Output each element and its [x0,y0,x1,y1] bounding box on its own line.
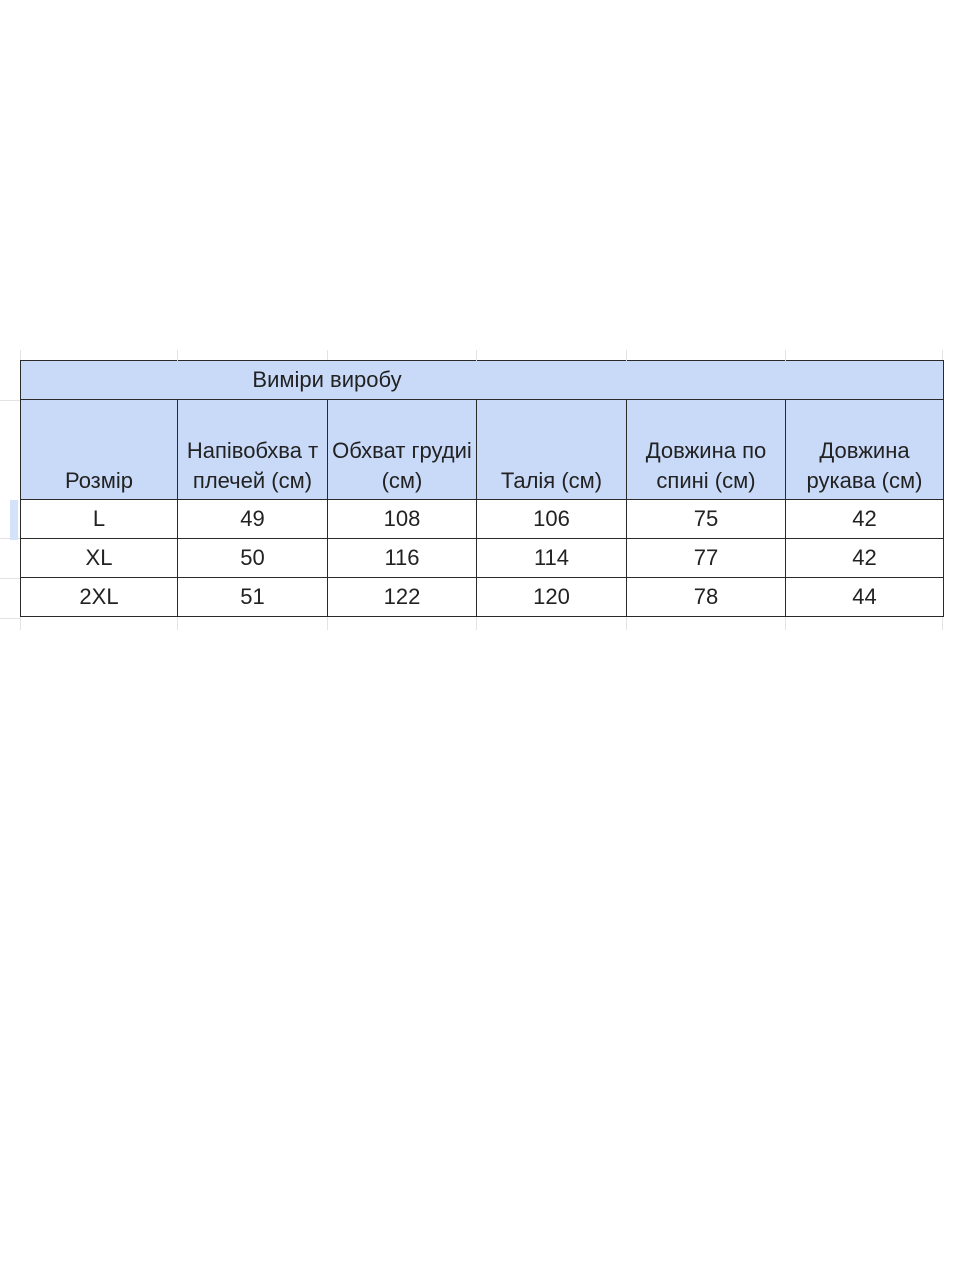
grid-line [0,578,20,579]
table-cell: XL [21,539,178,578]
group-header-row [21,361,944,400]
table-cell: 106 [477,500,627,539]
group-header-empty-cell [627,361,786,400]
column-header-sleeve-length: Довжина рукава (см) [786,400,944,500]
table-cell: 51 [178,578,328,617]
table-cell: 2XL [21,578,178,617]
column-header-size: Розмір [21,400,178,500]
group-header-empty-cell [477,361,627,400]
column-header-waist: Талія (см) [477,400,627,500]
table-cell: 50 [178,539,328,578]
table-cell: 122 [328,578,477,617]
selected-row-marker [10,500,18,540]
table-cell: L [21,500,178,539]
grid-line [0,400,20,401]
table-cell: 116 [328,539,477,578]
table-cell: 78 [627,578,786,617]
grid-line [0,618,20,619]
table-cell: 42 [786,539,944,578]
group-header-empty-cell [786,361,944,400]
group-header-empty-cell [21,361,178,400]
table-row [21,539,944,578]
table-cell: 120 [477,578,627,617]
column-header-back-length: Довжина по спині (см) [627,400,786,500]
spreadsheet-area [0,350,960,630]
table-cell: 77 [627,539,786,578]
column-header-chest: Обхват грудиі (см) [328,400,477,500]
size-chart-table [20,360,944,617]
table-cell: 44 [786,578,944,617]
table-cell: 114 [477,539,627,578]
table-row [21,578,944,617]
group-title: Виміри виробу [178,361,477,400]
table-cell: 75 [627,500,786,539]
table-cell: 42 [786,500,944,539]
column-header-shoulders: Напівобхва т плечей (см) [178,400,328,500]
table-cell: 49 [178,500,328,539]
table-cell: 108 [328,500,477,539]
column-header-row [21,400,944,500]
table-row [21,500,944,539]
